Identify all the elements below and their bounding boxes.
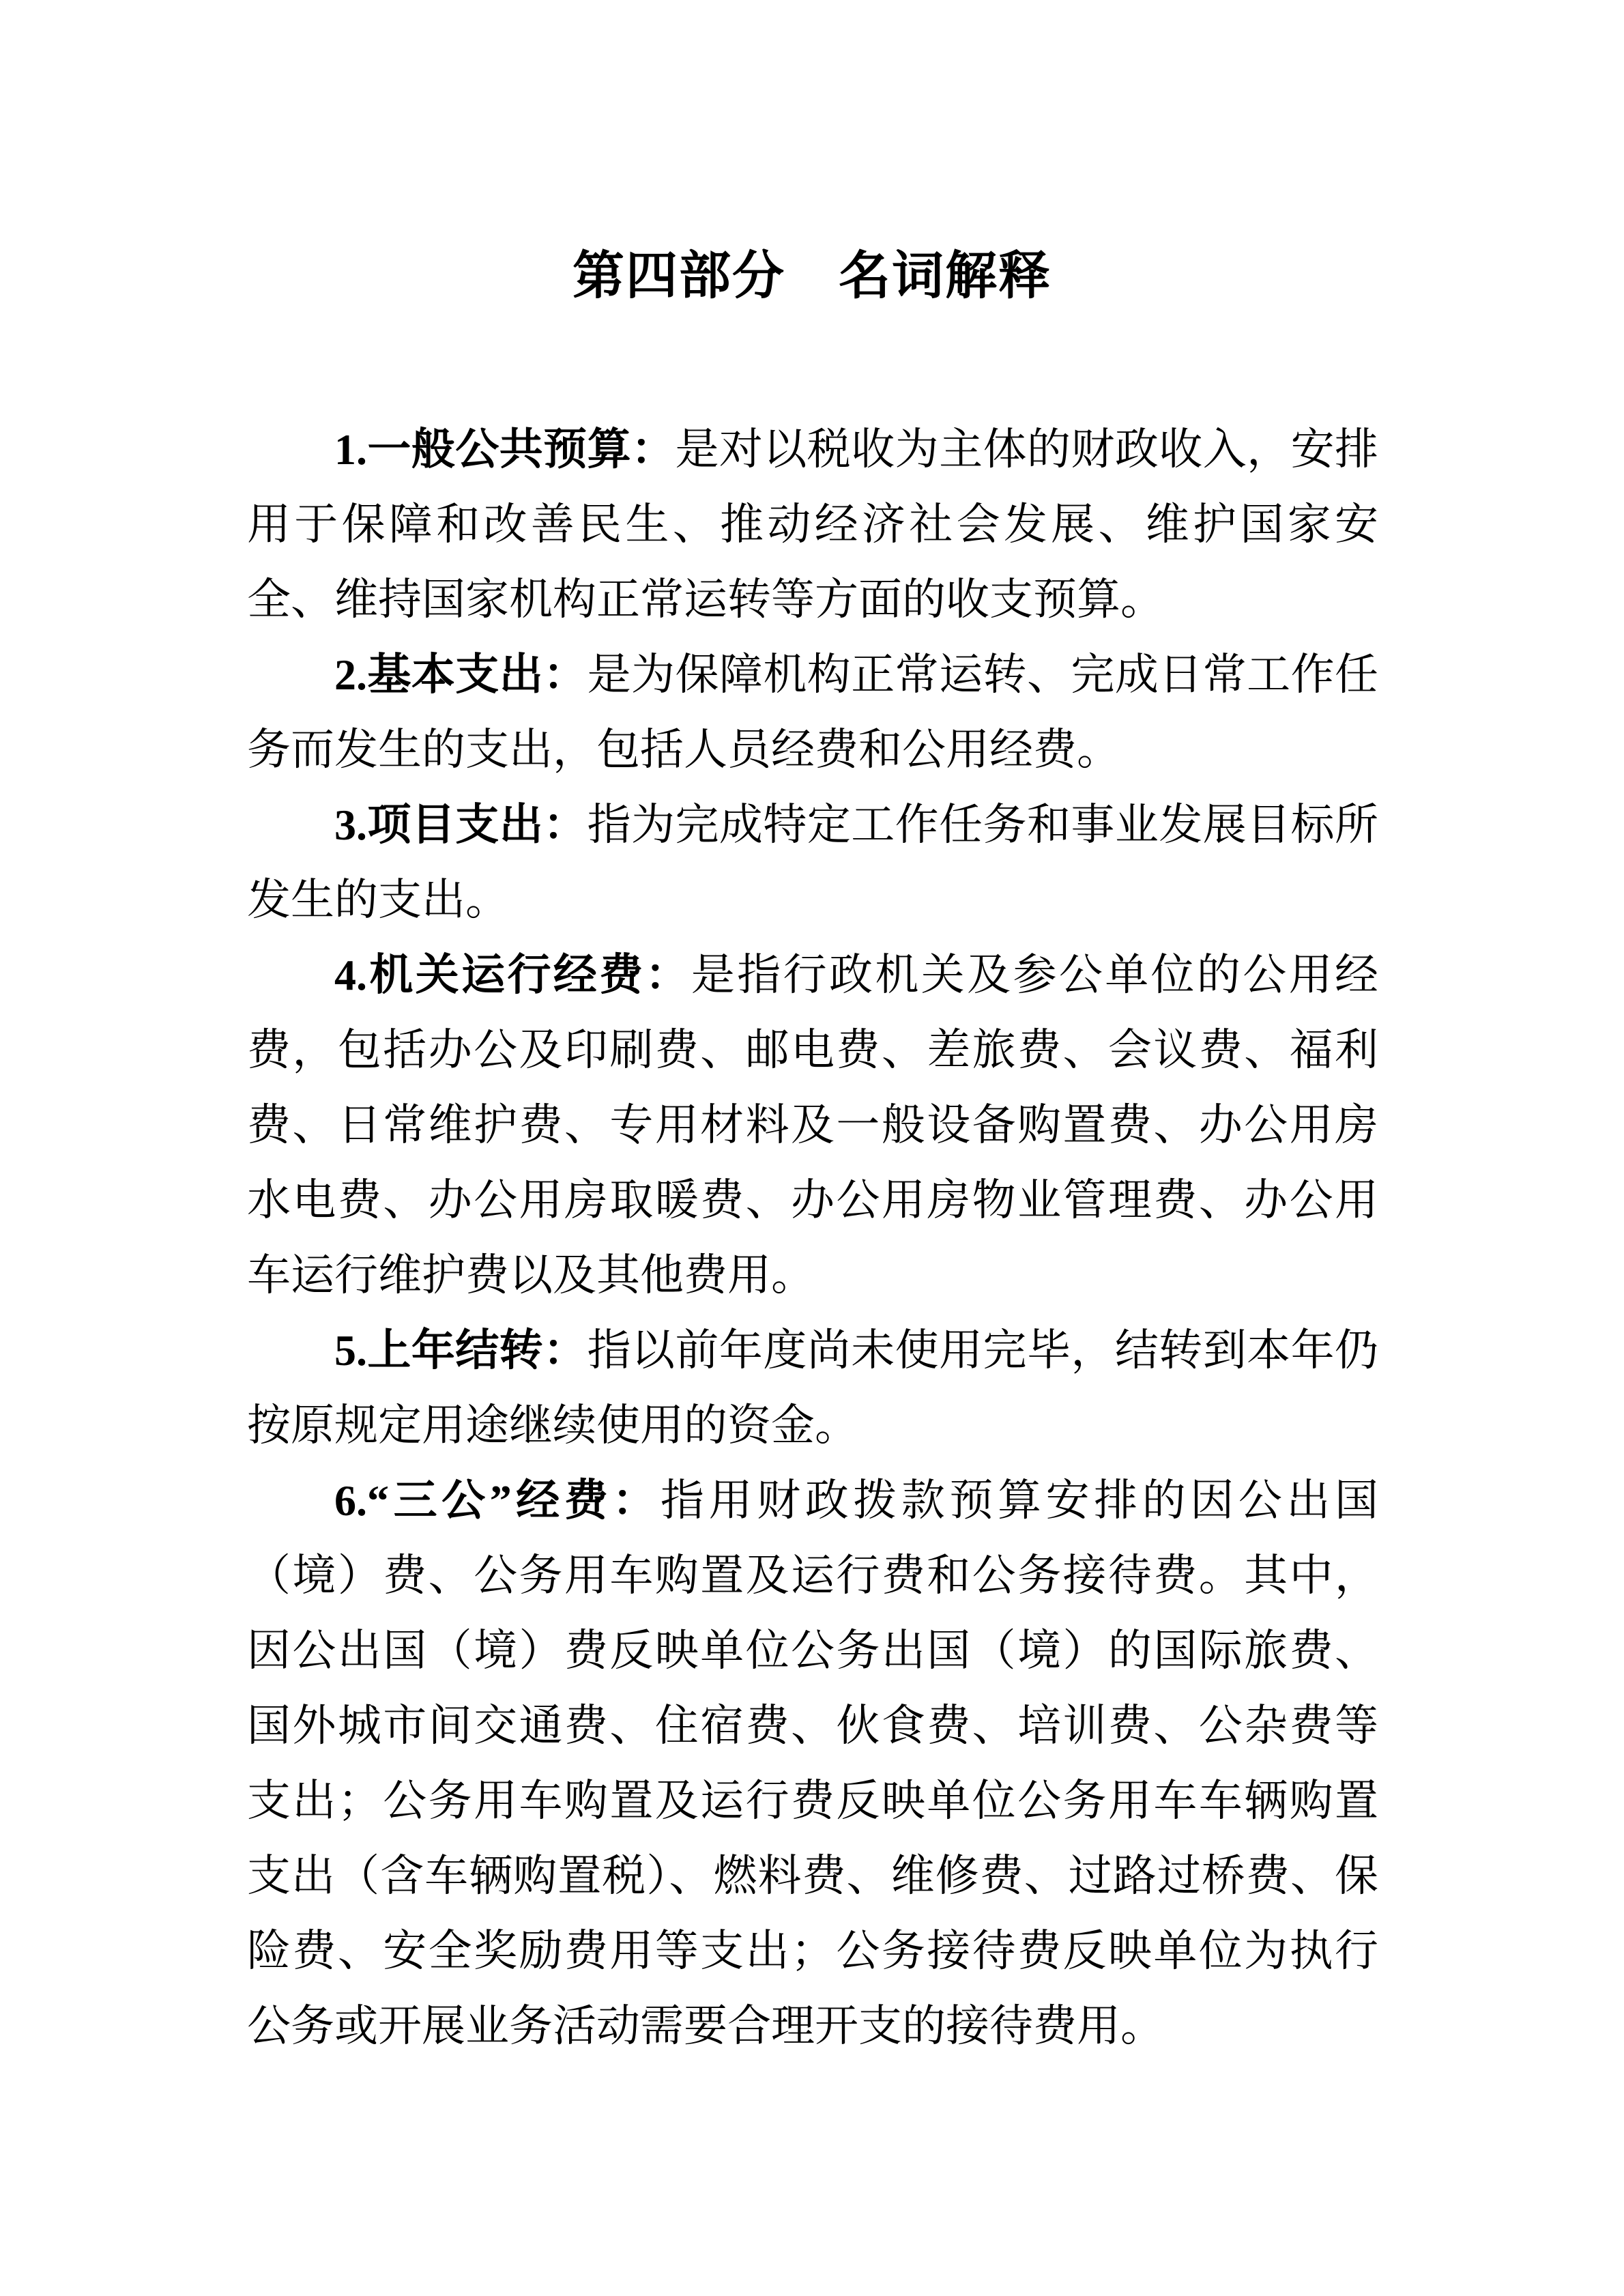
term-definition-6: 指用财政拨款预算安排的因公出国（境）费、公务用车购置及运行费和公务接待费。其中，因公出国（境）费反映单位公务出国（境）的国际旅费、国外城市间交通费、住宿费、伙食费、培训费、公杂费等支出；公务用车购置及运行费反映单位公务用车车辆购置支出（含车辆购置税）、燃料费、维修费、过路过桥费、保险费、安全奖励费用等支出；公务接待费反映单位为执行公务或开展业务活动需要合理开支的接待费用。 bbox=[247, 1476, 1378, 2050]
term-definition-5: 指以前年度尚未使用完毕，结转到本年仍按原规定用途继续使用的资金。 bbox=[247, 1326, 1378, 1450]
term-label-4: 4.机关运行经费： bbox=[334, 951, 691, 999]
term-definition-4: 是指行政机关及参公单位的公用经费，包括办公及印刷费、邮电费、差旅费、会议费、福利费、日常维护费、专用材料及一般设备购置费、办公用房水电费、办公用房取暖费、办公用房物业管理费、办公用车运行维护费以及其他费用。 bbox=[247, 951, 1379, 1300]
term-definition-1: 是对以税收为主体的财政收入，安排用于保障和改善民生、推动经济社会发展、维护国家安全、维持国家机构正常运转等方面的收支预算。 bbox=[247, 425, 1379, 624]
document-body bbox=[247, 412, 1378, 2064]
term-label-1: 1.一般公共预算： bbox=[334, 425, 676, 474]
term-paragraph-5 bbox=[247, 1313, 1378, 1463]
term-definition-3: 指为完成特定工作任务和事业发展目标所发生的支出。 bbox=[247, 801, 1378, 924]
term-paragraph-3 bbox=[247, 788, 1378, 938]
term-paragraph-2 bbox=[247, 637, 1378, 788]
term-label-3: 3.项目支出： bbox=[334, 801, 588, 849]
term-label-5: 5.上年结转： bbox=[334, 1326, 588, 1375]
term-definition-2: 是为保障机构正常运转、完成日常工作任务而发生的支出，包括人员经费和公用经费。 bbox=[247, 650, 1378, 774]
term-label-2: 2.基本支出： bbox=[334, 650, 588, 699]
term-paragraph-6 bbox=[247, 1463, 1378, 2064]
term-label-6: 6.“三公”经费： bbox=[334, 1476, 661, 1525]
term-paragraph-4 bbox=[247, 938, 1378, 1313]
page-title: 第四部分 名词解释 bbox=[572, 248, 1052, 305]
term-paragraph-1 bbox=[247, 412, 1378, 637]
